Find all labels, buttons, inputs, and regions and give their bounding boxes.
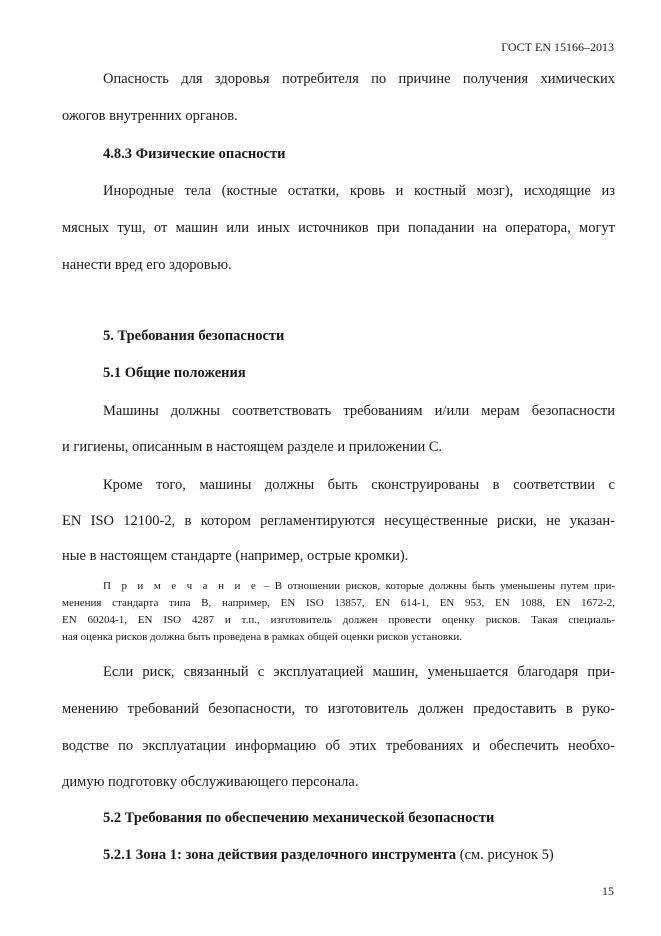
- note-line: EN 60204-1, EN ISO 4287 и т.п., изготовитель должен провести оценку рисков. Такая специаль-: [62, 614, 615, 626]
- paragraph-line: димую подготовку обслуживающего персонала.: [62, 774, 359, 790]
- paragraph-line: менению требований безопасности, то изготовитель должен предоставить в руко-: [62, 701, 615, 717]
- paragraph-line: Машины должны соответствовать требованиям и/или мерам безопасности: [103, 403, 615, 419]
- note-text: – В отношении рисков, которые должны быть уменьшены путем при-: [258, 580, 615, 592]
- section-heading-5-1: 5.1 Общие положения: [103, 365, 246, 381]
- paragraph-line: нанести вред его здоровью.: [62, 257, 232, 273]
- section-heading-4-8-3: 4.8.3 Физические опасности: [103, 146, 286, 162]
- section-heading-5-2-1: [103, 846, 615, 864]
- paragraph-line: Опасность для здоровья потребителя по причине получения химических: [103, 71, 615, 87]
- note-line: [103, 579, 615, 594]
- heading-title: 5.2.1 Зона 1: зона действия разделочного инструмента: [103, 847, 457, 863]
- paragraph-line: Если риск, связанный с эксплуатацией машин, уменьшается благодаря при-: [103, 664, 615, 680]
- paragraph-line: мясных туш, от машин или иных источников при попадании на оператора, могут: [62, 220, 615, 236]
- paragraph-line: и гигиены, описанным в настоящем разделе и приложении С.: [62, 439, 443, 455]
- paragraph-line: EN ISO 12100-2, в котором регламентируются несущественные риски, не указан-: [62, 513, 615, 529]
- section-heading-5: 5. Требования безопасности: [103, 328, 285, 344]
- section-heading-5-2: 5.2 Требования по обеспечению механической безопасности: [103, 810, 495, 826]
- paragraph-line: Инородные тела (костные остатки, кровь и костный мозг), исходящие из: [103, 183, 615, 199]
- paragraph-line: Кроме того, машины должны быть сконструированы в соответствии с: [103, 477, 615, 493]
- note-line: ная оценка рисков должна быть проведена в рамках общей оценки рисков установки.: [62, 631, 463, 643]
- figure-reference: (см. рисунок 5): [456, 847, 554, 863]
- paragraph-line: ожогов внутренних органов.: [62, 108, 238, 124]
- paragraph-line: ные в настоящем стандарте (например, острые кромки).: [62, 548, 409, 564]
- page-number: 15: [602, 884, 614, 898]
- note-line: менения стандарта типа В, например, EN ISO 13857, EN 614-1, EN 953, EN 1088, EN 1672-2,: [62, 597, 615, 609]
- paragraph-line: водстве по эксплуатации информацию об этих требованиях и обеспечить необхо-: [62, 738, 615, 754]
- document-code: ГОСТ EN 15166–2013: [501, 40, 614, 54]
- note-label: П р и м е ч а н и е: [103, 580, 259, 592]
